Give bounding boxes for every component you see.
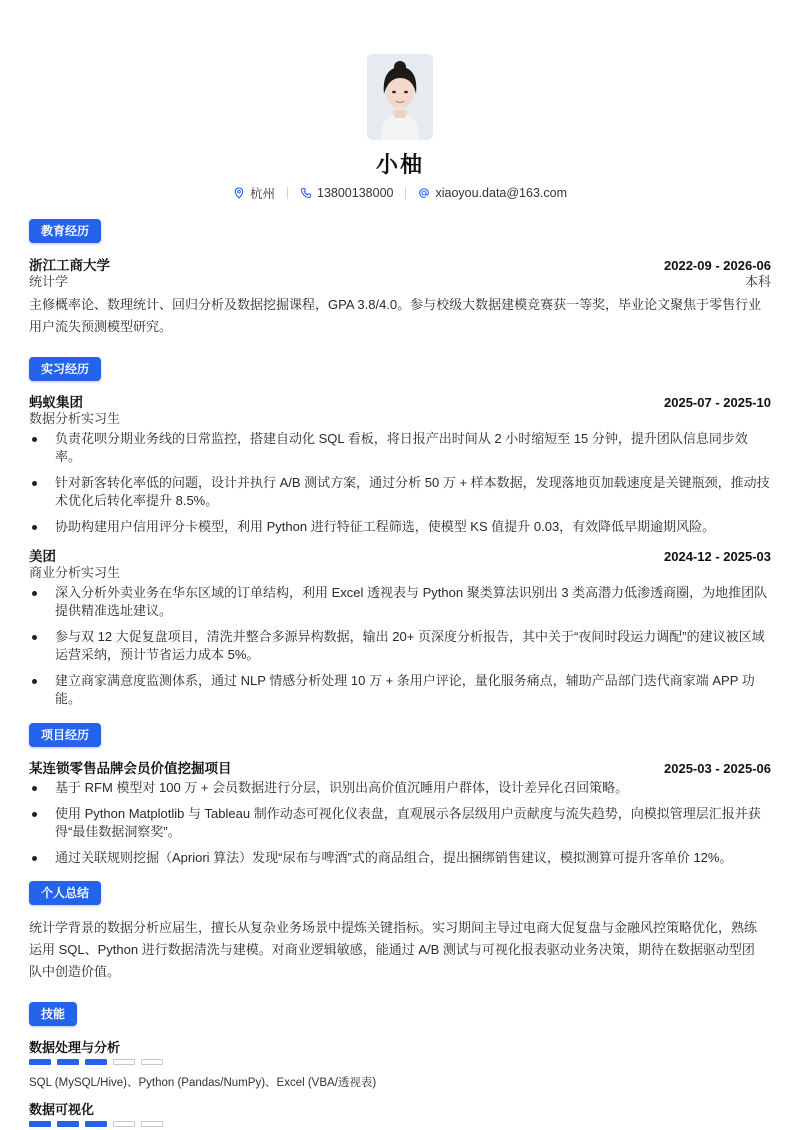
- internship-2-role-row: [29, 562, 771, 581]
- company-name: 美团: [29, 549, 56, 564]
- avatar: [367, 54, 433, 140]
- section-education-tag: 教育经历: [29, 219, 101, 243]
- skill-level-empty: [141, 1059, 163, 1065]
- skill-level-filled: [57, 1121, 79, 1127]
- summary-line: 运用 SQL、Python 进行数据清洗与建模。对商业逻辑敏感，能通过 A/B 测试与可视化报表驱动业务决策，期待在数据驱动型团: [29, 942, 755, 957]
- summary-line: 队中创造价值。: [29, 964, 121, 979]
- internship-date: 2024-12 - 2025-03: [664, 549, 771, 564]
- contact-city: [233, 184, 275, 202]
- bullet-item: 通过关联规则挖掘（Apriori 算法）发现“尿布与啤酒”式的商品组合，提出捆绑销售建议，模拟测算可提升客单价 12%。: [29, 849, 771, 867]
- degree: 本科: [744, 274, 771, 289]
- section-internship-tag: 实习经历: [29, 357, 101, 381]
- major: 统计学: [29, 274, 69, 289]
- skill-level-bar: [29, 1121, 163, 1127]
- company-name: 蚂蚁集团: [29, 395, 83, 410]
- phone-text: 13800138000: [317, 186, 394, 200]
- skill-level-filled: [29, 1121, 51, 1127]
- skill-description: SQL (MySQL/Hive)、Python (Pandas/NumPy)、Excel (VBA/透视表): [29, 1077, 377, 1089]
- summary-line: 统计学背景的数据分析应届生，擅长从复杂业务场景中提炼关键指标。实习期间主导过电商大促复盘与金融风控策略优化，熟练: [29, 920, 758, 935]
- job-role: 商业分析实习生: [29, 565, 121, 580]
- skill-level-filled: [85, 1059, 107, 1065]
- bullet-item: 使用 Python Matplotlib 与 Tableau 制作动态可视化仪表盘，直观展示各层级用户贡献度与流失趋势，向模拟管理层汇报并获得“最佳数据洞察奖”。: [29, 805, 771, 841]
- contact-bar: [0, 184, 800, 202]
- job-role: 数据分析实习生: [29, 411, 121, 426]
- contact-phone: [300, 186, 393, 200]
- skill-level-filled: [29, 1059, 51, 1065]
- bullet-item: 深入分析外卖业务在华东区域的订单结构，利用 Excel 透视表与 Python 聚类算法识别出 3 类高潜力低渗透商圈，为地推团队提供精准选址建议。: [29, 584, 771, 620]
- project-bullets: [29, 779, 771, 875]
- project-header: [29, 757, 771, 777]
- skill-level-empty: [141, 1121, 163, 1127]
- bullet-item: 负责花呗分期业务线的日常监控，搭建自动化 SQL 看板，将日报产出时间从 2 小时缩短至 15 分钟，提升团队信息同步效率。: [29, 430, 771, 466]
- internship-date: 2025-07 - 2025-10: [664, 395, 771, 410]
- skill-level-empty: [113, 1121, 135, 1127]
- section-summary-tag: 个人总结: [29, 881, 101, 905]
- summary-text: [29, 917, 771, 983]
- skill-level-filled: [85, 1121, 107, 1127]
- education-description: [29, 294, 771, 338]
- bullet-item: 基于 RFM 模型对 100 万 + 会员数据进行分层，识别出高价值沉睡用户群体，设计差异化召回策略。: [29, 779, 771, 797]
- location-pin-icon: [233, 187, 245, 199]
- education-date: 2022-09 - 2026-06: [664, 258, 771, 273]
- education-desc-line: 主修概率论、数理统计、回归分析及数据挖掘课程，GPA 3.8/4.0。参与校级大数据建模竞赛获一等奖，毕业论文聚焦于零售行业: [29, 297, 762, 312]
- section-project-tag: 项目经历: [29, 723, 101, 747]
- divider: [405, 187, 406, 199]
- skill-level-empty: [113, 1059, 135, 1065]
- bullet-item: 参与双 12 大促复盘项目，清洗并整合多源异构数据，输出 20+ 页深度分析报告，其中关于“夜间时段运力调配”的建议被区域运营采纳，预计节省运力成本 5%。: [29, 628, 771, 664]
- skill-title: 数据处理与分析: [29, 1040, 121, 1055]
- internship-1-bullets: [29, 430, 771, 544]
- skill-title: 数据可视化: [29, 1102, 95, 1117]
- school-name: 浙江工商大学: [29, 258, 110, 273]
- contact-email: [418, 186, 567, 200]
- bullet-item: 协助构建用户信用评分卡模型，利用 Python 进行特征工程筛选，使模型 KS 值提升 0.03，有效降低早期逾期风险。: [29, 518, 771, 536]
- bullet-item: 针对新客转化率低的问题，设计并执行 A/B 测试方案，通过分析 50 万 + 样本数据，发现落地页加载速度是关键瓶颈，推动技术优化后转化率提升 8.5%。: [29, 474, 771, 510]
- email-text: xiaoyou.data@163.com: [435, 186, 568, 200]
- project-date: 2025-03 - 2025-06: [664, 761, 771, 776]
- bullet-item: 建立商家满意度监测体系，通过 NLP 情感分析处理 10 万 + 条用户评论，量化服务痛点，辅助产品部门迭代商家端 APP 功能。: [29, 672, 771, 708]
- section-skills-tag: 技能: [29, 1002, 77, 1026]
- education-subheader: [29, 271, 771, 290]
- at-icon: [418, 187, 430, 199]
- divider: [287, 187, 288, 199]
- phone-icon: [300, 187, 312, 199]
- internship-1-role-row: [29, 408, 771, 427]
- skill-level-filled: [57, 1059, 79, 1065]
- candidate-name: 小柚: [375, 152, 424, 177]
- project-name: 某连锁零售品牌会员价值挖掘项目: [29, 761, 232, 776]
- education-desc-line: 用户流失预测模型研究。: [29, 319, 173, 334]
- city-text: 杭州: [249, 187, 275, 201]
- internship-2-bullets: [29, 584, 771, 716]
- skill-level-bar: [29, 1059, 163, 1065]
